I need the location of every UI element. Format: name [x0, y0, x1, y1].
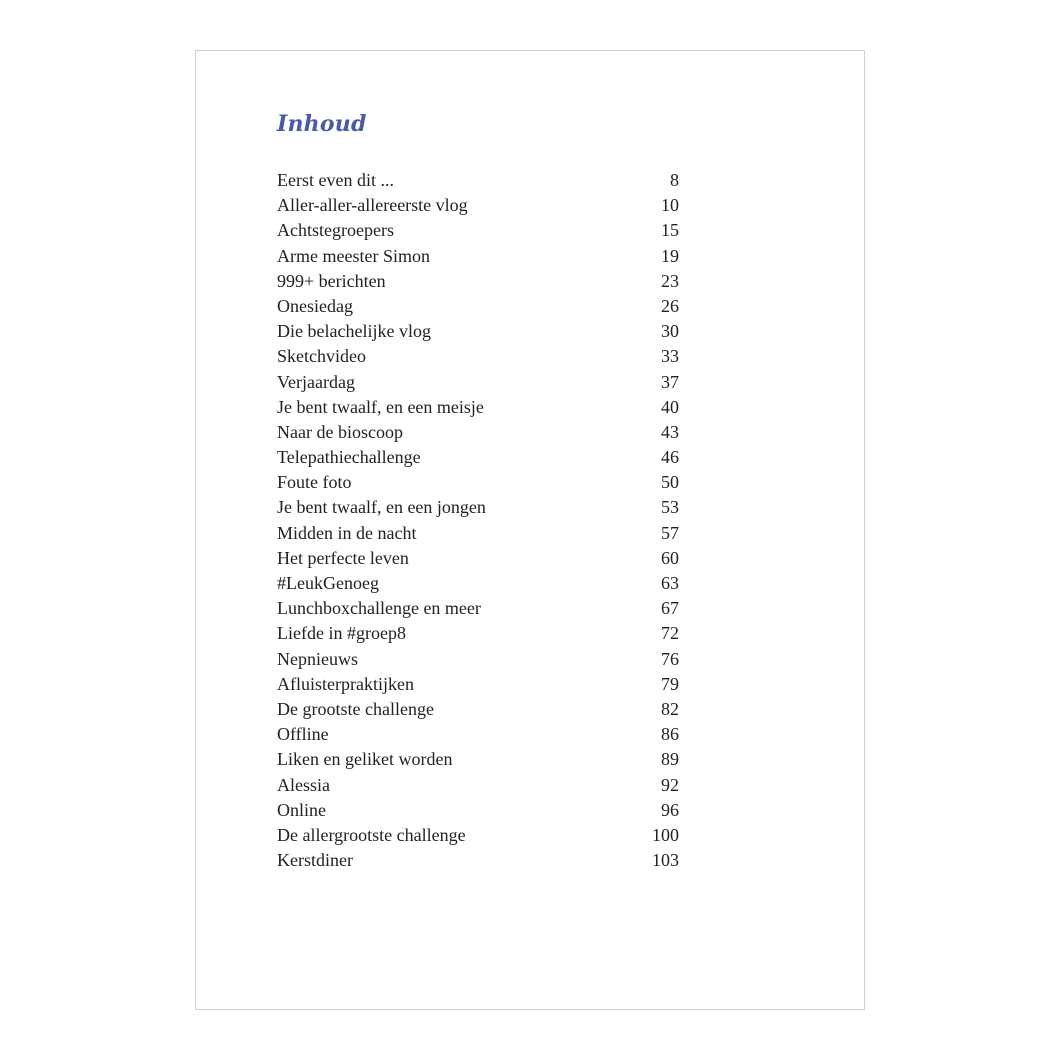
- toc-entry-title: Afluisterpraktijken: [277, 673, 414, 694]
- toc-entry: [277, 395, 679, 420]
- toc-entry-title: De allergrootste challenge: [277, 824, 466, 845]
- toc-entry: [277, 621, 679, 646]
- toc-entry-page-number: 89: [661, 749, 679, 770]
- toc-entry: [277, 647, 679, 672]
- toc-entry-page-number: 82: [661, 698, 679, 719]
- toc-entry-page-number: 60: [661, 547, 679, 568]
- toc-entry-page-number: 96: [661, 799, 679, 820]
- toc-entry-page-number: 40: [661, 396, 679, 417]
- toc-entry-title: Arme meester Simon: [277, 245, 430, 266]
- toc-entry-title: Alessia: [277, 774, 330, 795]
- toc-entry: [277, 193, 679, 218]
- toc-entry-title: Liken en geliket worden: [277, 749, 453, 770]
- toc-entry-title: Onesiedag: [277, 295, 353, 316]
- toc-entry-page-number: 103: [652, 850, 679, 871]
- toc-entry-page-number: 10: [661, 195, 679, 216]
- toc-entry-title: Achtstegroepers: [277, 220, 394, 241]
- toc-entry-page-number: 63: [661, 573, 679, 593]
- toc-entry: [277, 269, 679, 294]
- toc-entry: [277, 370, 679, 395]
- toc-entry-page-number: 15: [661, 220, 679, 241]
- toc-entry-title: Eerst even dit ...: [277, 170, 394, 190]
- toc-entry: [277, 773, 679, 798]
- toc-entry: [277, 521, 679, 546]
- toc-entry-title: Online: [277, 799, 326, 820]
- toc-entry-page-number: 50: [661, 472, 679, 493]
- toc-entry-title: Sketchvideo: [277, 346, 366, 367]
- toc-entry-page-number: 8: [670, 170, 679, 190]
- toc-entry-page-number: 53: [661, 497, 679, 518]
- toc-entry-title: #LeukGenoeg: [277, 573, 379, 593]
- toc-entry-page-number: 79: [661, 673, 679, 694]
- toc-entry-title: Naar de bioscoop: [277, 421, 403, 442]
- toc-entry-page-number: 33: [661, 346, 679, 367]
- toc-entry: [277, 319, 679, 344]
- toc-entry-page-number: 23: [661, 270, 679, 291]
- toc-entry: [277, 596, 679, 621]
- toc-entry: [277, 470, 679, 495]
- toc-entry-page-number: 19: [661, 245, 679, 266]
- toc-entry-title: Verjaardag: [277, 371, 355, 392]
- toc-entry-title: Aller-aller-allereerste vlog: [277, 195, 468, 216]
- toc-entry-page-number: 43: [661, 421, 679, 442]
- toc-entry-title: Liefde in #groep8: [277, 623, 406, 644]
- toc-heading: Inhoud: [277, 111, 367, 137]
- toc-entry-page-number: 46: [661, 447, 679, 468]
- toc-entry-title: Nepnieuws: [277, 648, 358, 669]
- toc-entry: [277, 244, 679, 269]
- toc-entry-title: Die belachelijke vlog: [277, 321, 431, 342]
- toc-list: [277, 168, 679, 873]
- toc-entry-title: 999+ berichten: [277, 270, 386, 291]
- toc-entry-title: Het perfecte leven: [277, 547, 409, 568]
- toc-entry: [277, 823, 679, 848]
- toc-entry: [277, 722, 679, 747]
- toc-entry-title: Je bent twaalf, en een jongen: [277, 497, 486, 518]
- toc-entry: [277, 747, 679, 772]
- toc-entry-title: Offline: [277, 724, 329, 745]
- toc-entry: [277, 420, 679, 445]
- toc-entry-page-number: 72: [661, 623, 679, 644]
- toc-entry-title: Foute foto: [277, 472, 352, 493]
- toc-entry-page-number: 30: [661, 321, 679, 342]
- toc-entry-title: Midden in de nacht: [277, 522, 417, 543]
- toc-entry: [277, 218, 679, 243]
- toc-entry-page-number: 37: [661, 371, 679, 392]
- toc-entry-page-number: 76: [661, 648, 679, 669]
- toc-entry-title: Telepathiechallenge: [277, 447, 421, 468]
- toc-entry-title: De grootste challenge: [277, 698, 434, 719]
- toc-entry: [277, 546, 679, 571]
- toc-entry-page-number: 57: [661, 522, 679, 543]
- toc-entry-title: Je bent twaalf, en een meisje: [277, 396, 484, 417]
- toc-entry-page-number: 100: [652, 824, 679, 845]
- toc-entry: [277, 445, 679, 470]
- toc-entry: [277, 495, 679, 520]
- toc-entry: [277, 294, 679, 319]
- toc-entry-page-number: 26: [661, 295, 679, 316]
- toc-entry: [277, 672, 679, 697]
- toc-entry: [277, 697, 679, 722]
- toc-entry-page-number: 67: [661, 598, 679, 619]
- book-page: [195, 50, 865, 1010]
- toc-entry: [277, 168, 679, 193]
- toc-entry-title: Lunchboxchallenge en meer: [277, 598, 481, 619]
- toc-entry-page-number: 86: [661, 724, 679, 745]
- toc-entry: [277, 848, 679, 873]
- toc-entry: [277, 571, 679, 596]
- toc-entry: [277, 344, 679, 369]
- toc-entry: [277, 798, 679, 823]
- toc-entry-title: Kerstdiner: [277, 850, 353, 871]
- toc-entry-page-number: 92: [661, 774, 679, 795]
